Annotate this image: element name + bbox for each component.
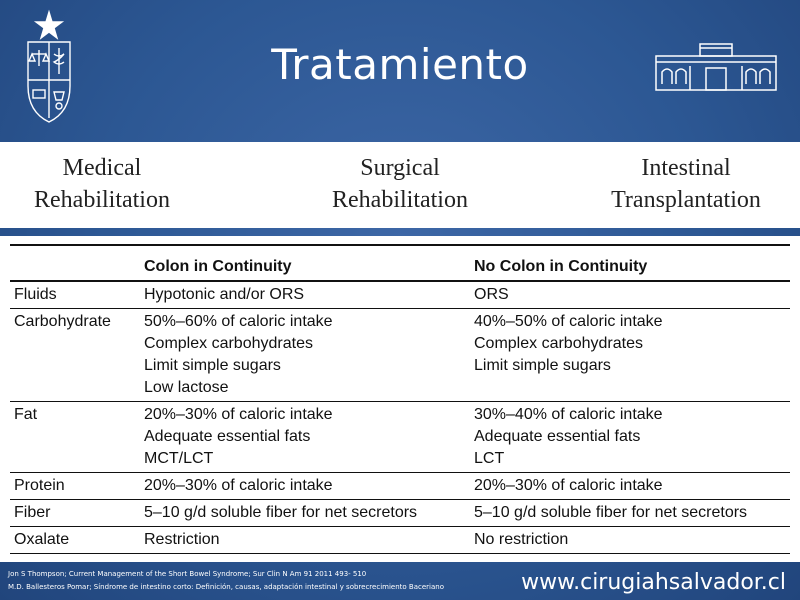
cell-line: No restriction — [474, 531, 569, 548]
hospital-building-logo — [654, 40, 778, 92]
table-row — [10, 309, 790, 402]
cell-line: ORS — [474, 286, 509, 303]
cell-line: Restriction — [144, 531, 220, 548]
row-label: Fluids — [14, 286, 57, 303]
cell-line: 30%–40% of caloric intake — [474, 406, 663, 423]
cell-line: LCT — [474, 450, 505, 467]
table-row — [10, 402, 790, 473]
cell-no-colon-in-continuity — [470, 281, 790, 309]
cell-colon-in-continuity — [140, 500, 470, 527]
cell-line: 5–10 g/d soluble fiber for net secretors — [144, 504, 418, 521]
table-row — [10, 527, 790, 554]
cell-line: Low lactose — [144, 379, 229, 396]
cell-no-colon-in-continuity — [470, 527, 790, 554]
cell-colon-in-continuity — [140, 402, 470, 473]
table-row — [10, 500, 790, 527]
stage-surgical-rehabilitation — [320, 152, 480, 216]
stage-line: Intestinal — [641, 155, 731, 181]
references — [8, 568, 444, 594]
cell-no-colon-in-continuity — [470, 500, 790, 527]
cell-no-colon-in-continuity — [470, 402, 790, 473]
cell-line: Hypotonic and/or ORS — [144, 286, 305, 303]
cell-line: 20%–30% of caloric intake — [474, 477, 663, 494]
cell-colon-in-continuity — [140, 281, 470, 309]
cell-line: 20%–30% of caloric intake — [144, 406, 333, 423]
slide-title: Tratamiento — [271, 40, 529, 89]
cell-line: Limit simple sugars — [474, 357, 611, 374]
cell-colon-in-continuity — [140, 309, 470, 402]
cell-colon-in-continuity — [140, 527, 470, 554]
stage-intestinal-transplantation — [596, 152, 776, 216]
header-colon-in-continuity: Colon in Continuity — [144, 258, 292, 275]
table-row — [10, 281, 790, 309]
reference-2: M.D. Ballesteros Pomar; Síndrome de intestino corto: Definición, causas, adaptación intestinal y sobrecrecimiento Baceriano — [8, 583, 444, 591]
stage-line: Surgical — [360, 155, 440, 181]
stage-line: Medical — [62, 155, 142, 181]
cell-line: 40%–50% of caloric intake — [474, 313, 663, 330]
nutrition-table — [10, 244, 790, 554]
cell-line: Adequate essential fats — [474, 428, 641, 445]
row-label: Protein — [14, 477, 65, 494]
row-label: Oxalate — [14, 531, 70, 548]
cell-line: Adequate essential fats — [144, 428, 311, 445]
stage-line: Transplantation — [611, 187, 761, 213]
cell-line: Limit simple sugars — [144, 357, 281, 374]
cell-line: Complex carbohydrates — [144, 335, 313, 352]
table-row — [10, 473, 790, 500]
cell-line: 5–10 g/d soluble fiber for net secretors — [474, 504, 748, 521]
cell-line: Complex carbohydrates — [474, 335, 643, 352]
stage-line: Rehabilitation — [34, 187, 170, 213]
treatment-stages-panel — [0, 142, 800, 228]
website-url[interactable]: www.cirugiahsalvador.cl — [521, 570, 786, 595]
reference-1: Jon S Thompson; Current Management of the Short Bowel Syndrome; Sur Clin N Am 91 2011 493- 510 — [8, 570, 367, 578]
cell-line: 50%–60% of caloric intake — [144, 313, 333, 330]
header-no-colon-in-continuity: No Colon in Continuity — [474, 258, 648, 275]
row-label: Fiber — [14, 504, 51, 521]
stage-medical-rehabilitation — [22, 152, 182, 216]
cell-colon-in-continuity — [140, 473, 470, 500]
row-label: Carbohydrate — [14, 313, 111, 330]
row-label: Fat — [14, 406, 38, 423]
cell-no-colon-in-continuity — [470, 473, 790, 500]
header-empty — [10, 245, 140, 281]
cell-line: 20%–30% of caloric intake — [144, 477, 333, 494]
cell-line: MCT/LCT — [144, 450, 214, 467]
stage-line: Rehabilitation — [332, 187, 468, 213]
table-header-row — [10, 245, 790, 281]
nutrition-table-panel — [0, 236, 800, 562]
cell-no-colon-in-continuity — [470, 309, 790, 402]
